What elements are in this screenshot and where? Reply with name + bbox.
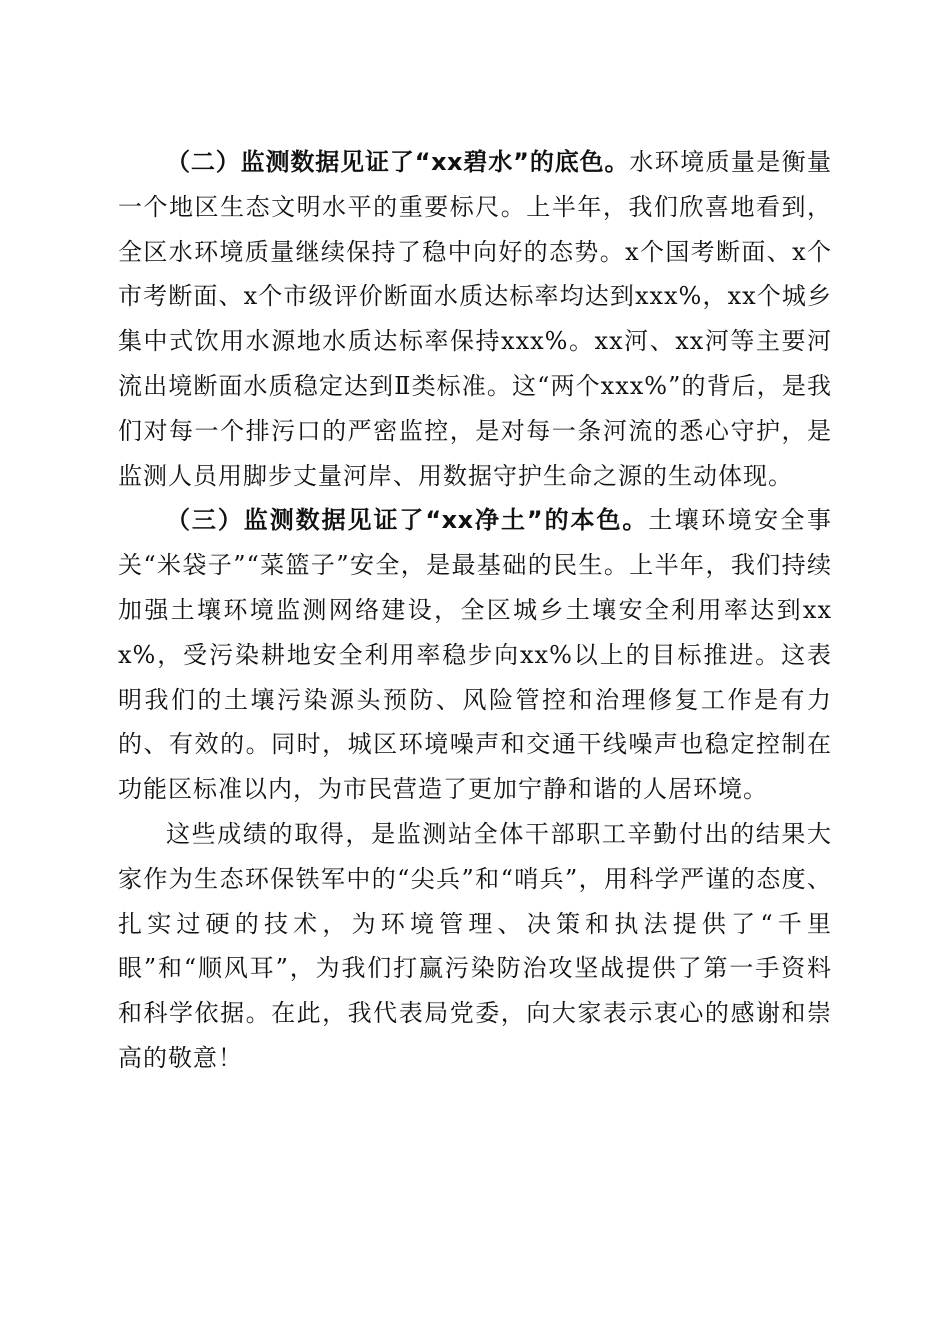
paragraph-water-quality: [118, 140, 832, 498]
paragraph-text-soil: 土壤环境安全事关“米袋子”“菜篮子”安全，是最基础的民生。上半年，我们持续加强土壤环境监测网络建设，全区城乡土壤安全利用率达到xxx%，受污染耕地安全利用率稳步向xx%以上的目标推进。这表明我们的土壤污染源头预防、风险管控和治理修复工作是有力的、有效的。同时，城区环境噪声和交通干线噪声也稳定控制在功能区标准以内，为市民营造了更加宁静和谐的人居环境。: [118, 506, 832, 804]
section-heading-soil: （三）监测数据见证了“xx净土”的本色。: [166, 506, 649, 535]
paragraph-text-acknowledgement: 这些成绩的取得，是监测站全体干部职工辛勤付出的结果大家作为生态环保铁军中的“尖兵”和“哨兵”，用科学严谨的态度、扎实过硬的技术，为环境管理、决策和执法提供了“千里眼”和“顺风耳”，为我们打赢污染防治攻坚战提供了第一手资料和科学依据。在此，我代表局党委，向大家表示衷心的感谢和崇高的敬意！: [118, 819, 832, 1072]
section-heading-water: （二）监测数据见证了“xx碧水”的底色。: [166, 148, 630, 176]
paragraph-soil-quality: [118, 498, 832, 812]
paragraph-acknowledgement: [118, 812, 832, 1081]
paragraph-text-water: 水环境质量是衡量一个地区生态文明水平的重要标尺。上半年，我们欣喜地看到，全区水环境质量继续保持了稳中向好的态势。x个国考断面、x个市考断面、x个市级评价断面水质达标率均达到xxx%，xx个城乡集中式饮用水源地水质达标率保持xxx%。xx河、xx河等主要河流出境断面水质稳定达到Ⅱ类标准。这“两个xxx%”的背后，是我们对每一个排污口的严密监控，是对每一条河流的悉心守护，是监测人员用脚步丈量河岸、用数据守护生命之源的生动体现。: [118, 148, 832, 490]
document-body: [118, 140, 832, 1081]
